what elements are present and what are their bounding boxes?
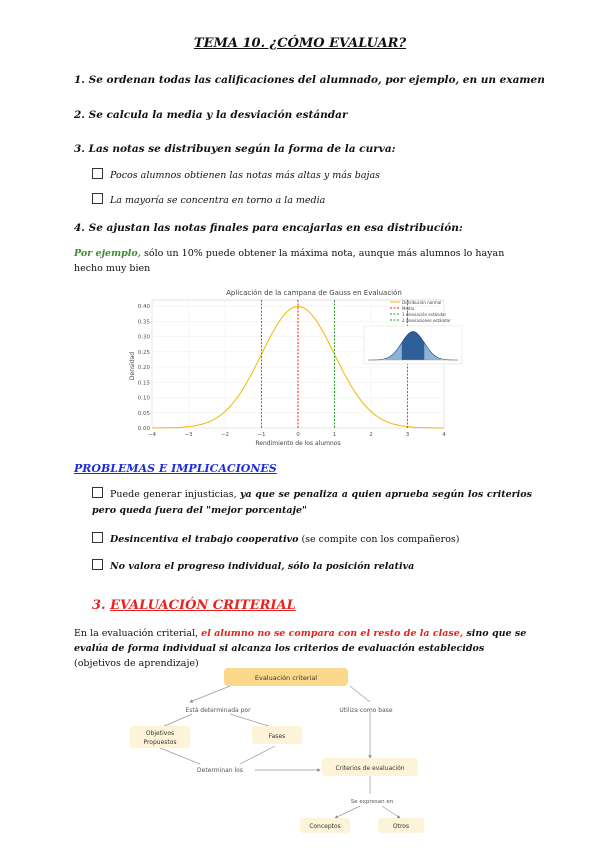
chart-title: Aplicación de la campana de Gauss en Evaluación: [226, 289, 402, 297]
edge-label-left: Está determinada por: [185, 707, 251, 714]
y-tick-label: 0.05: [137, 410, 150, 417]
example-text: sólo un 10% puede obtener la máxima nota, aunque más alumnos lo hayan hecho muy bien: [74, 248, 505, 274]
criterios-node-label: Criterios de evaluación: [335, 765, 405, 772]
x-tick-label: 0: [296, 432, 300, 438]
example-paragraph: [74, 246, 534, 276]
section-3-heading: [92, 598, 296, 613]
y-tick-label: 0.35: [137, 319, 150, 326]
root-node-label: Evaluación criterial: [254, 674, 318, 682]
checkbox[interactable]: [92, 168, 103, 179]
section-number: 3.: [92, 598, 106, 613]
edge-label-se-expresan: Se expresan en: [350, 799, 394, 805]
step-3: 3. Las notas se distribuyen según la forma de la curva:: [74, 143, 396, 155]
curve-option-text: La mayoría se concentra en torno a la media: [110, 195, 326, 206]
y-tick-label: 0.40: [137, 304, 150, 311]
otros-node-label: Otros: [392, 823, 410, 830]
legend-label: 1 desviación estándar: [402, 311, 447, 317]
problem-text: (se compite con los compañeros): [298, 534, 460, 545]
checkbox[interactable]: [92, 487, 103, 498]
fases-node-label: Fases: [268, 733, 286, 740]
conceptos-node-label: Conceptos: [309, 823, 341, 830]
problem-bold-text: No valora el progreso individual, sólo la posición relativa: [110, 561, 415, 572]
legend-label: Distribución normal: [402, 299, 442, 305]
y-tick-label: 0.25: [137, 349, 150, 356]
y-tick-label: 0.15: [137, 380, 150, 387]
step-4: 4. Se ajustan las notas finales para encajarlas en esa distribución:: [74, 222, 463, 234]
problem-text: Puede generar injusticias,: [110, 489, 240, 500]
x-tick-label: −2: [220, 432, 230, 438]
intro-bold-text: sino que se evalúa de forma individual si alcanza los criterios de evaluación establecidos: [74, 628, 527, 654]
checkbox[interactable]: [92, 559, 103, 570]
x-tick-label: 3: [405, 432, 410, 438]
checkbox[interactable]: [92, 532, 103, 543]
objetivos-node-label-2: Propuestos: [143, 739, 177, 746]
y-tick-label: 0.10: [137, 395, 150, 402]
intro-red-text: el alumno no se compara con el resto de la clase,: [201, 628, 464, 639]
problem-item-1: [92, 487, 532, 519]
x-tick-label: 1: [332, 432, 337, 438]
chart-legend: [390, 300, 451, 323]
problem-item-2: [92, 532, 532, 548]
problem-bold-text: ya que se penaliza a quien aprueba según los criterios pero queda fuera del "mejor porcentaje": [92, 489, 532, 516]
intro-end-text: (objetivos de aprendizaje): [74, 658, 199, 669]
edge-label-right: Utiliza como base: [339, 707, 393, 714]
problem-item-3: [92, 559, 532, 575]
x-tick-label: 4: [442, 432, 446, 438]
curve-option-1: [92, 168, 380, 181]
curve-option-text: Pocos alumnos obtienen las notas más altas y más bajas: [110, 170, 381, 181]
y-tick-label: 0.30: [137, 334, 150, 341]
y-tick-label: 0.00: [137, 426, 150, 432]
curve-option-2: [92, 193, 325, 206]
chart-inset: [364, 326, 462, 364]
step-2: 2. Se calcula la media y la desviación estándar: [74, 109, 348, 121]
edge-label-determinan: Determinan los: [197, 767, 243, 774]
criterial-diagram: [120, 664, 440, 836]
x-tick-label: −3: [184, 432, 193, 438]
y-tick-label: 0.20: [137, 365, 150, 372]
step-1: 1. Se ordenan todas las calificaciones del alumnado, por ejemplo, en un examen: [74, 74, 545, 86]
page-title: TEMA 10. ¿CÓMO EVALUAR?: [193, 36, 407, 51]
legend-label: Media: [402, 305, 415, 311]
x-tick-label: −1: [257, 432, 266, 438]
problem-bold-text: Desincentiva el trabajo cooperativo: [110, 534, 299, 545]
problems-heading-text: PROBLEMAS E IMPLICACIONES: [74, 462, 277, 475]
legend-label: 2 desviaciones estándar: [402, 317, 451, 323]
x-tick-label: 2: [369, 432, 373, 438]
chart-xlabel: Rendimiento de los alumnos: [255, 440, 341, 446]
gauss-chart: [128, 286, 464, 446]
x-tick-label: −4: [147, 432, 157, 438]
intro-text: En la evaluación criterial,: [74, 628, 202, 639]
example-lead: Por ejemplo,: [74, 248, 142, 259]
section-title: EVALUACIÓN CRITERIAL: [110, 598, 296, 613]
objetivos-node-label: Objetivos: [145, 730, 175, 737]
chart-ylabel: Densidad: [129, 351, 136, 381]
problems-heading: [74, 462, 277, 475]
checkbox[interactable]: [92, 193, 103, 204]
